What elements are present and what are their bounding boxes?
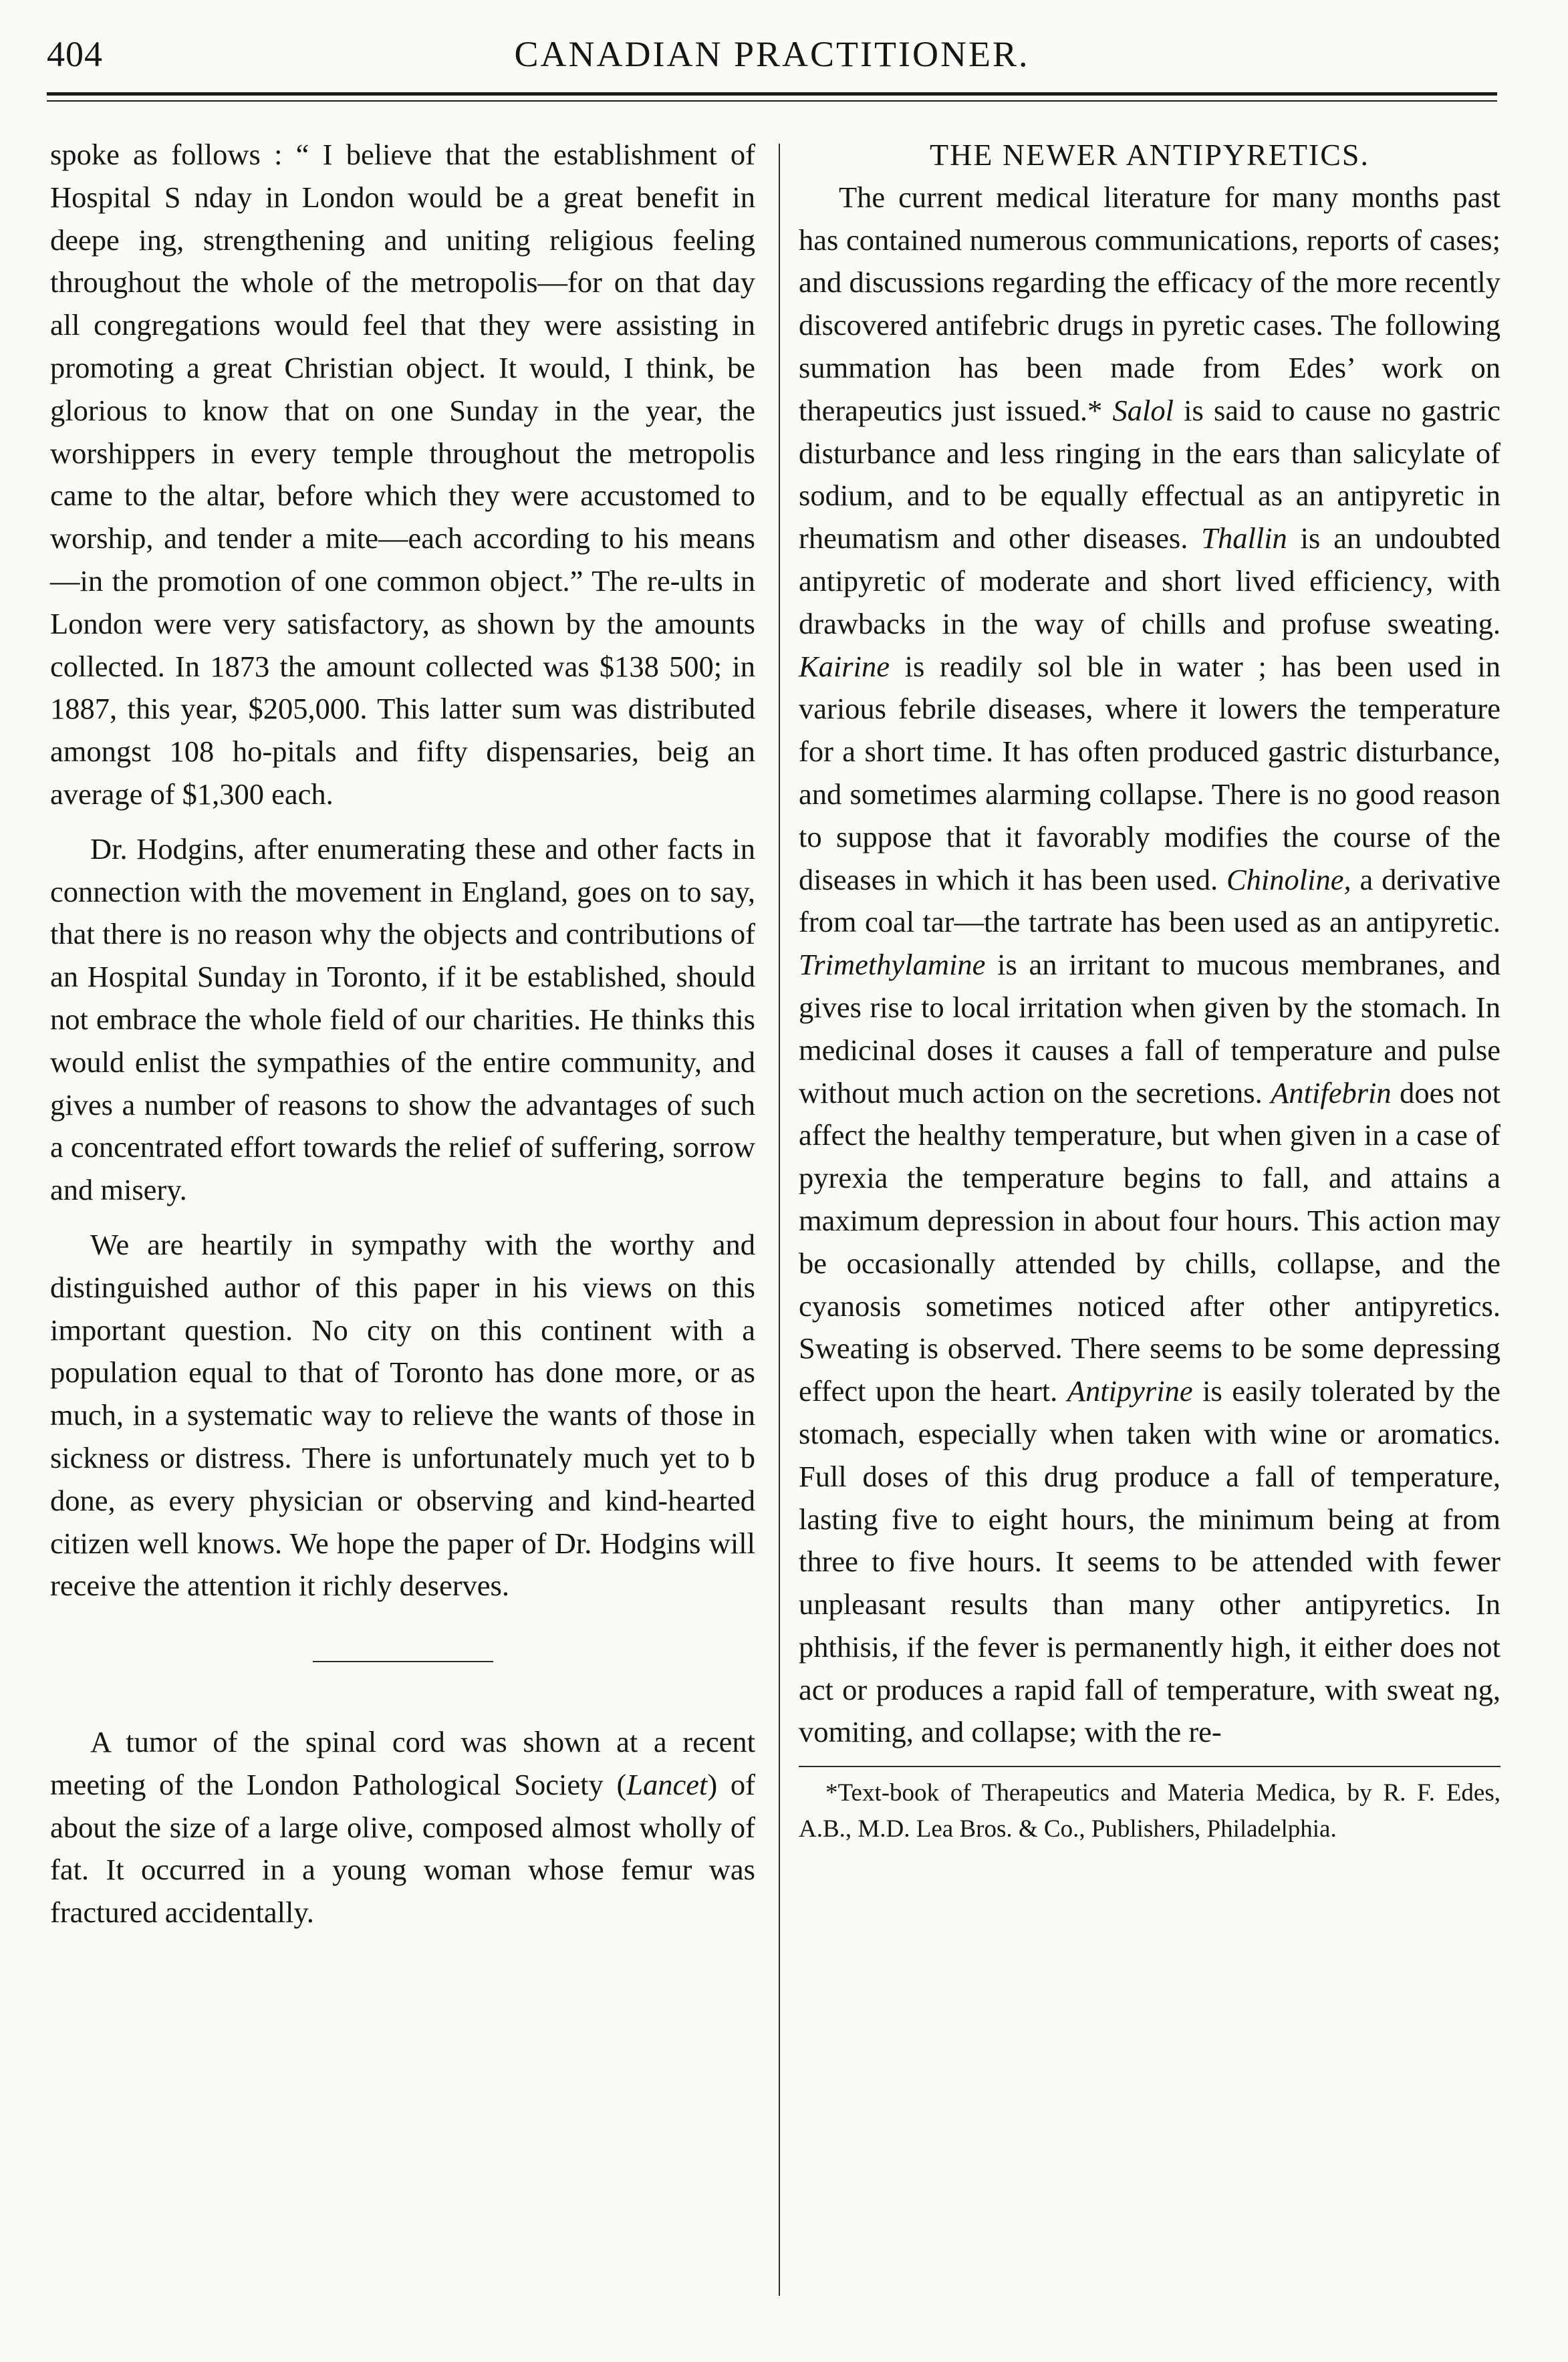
drug-name-salol: Salol xyxy=(1112,393,1174,427)
right-column xyxy=(799,134,1500,1847)
footnote-rule xyxy=(799,1766,1500,1767)
header-rule xyxy=(47,92,1497,96)
left-paragraph-2: Dr. Hodgins, after enumerating these and other facts in connection with the movement in England, goes on to say, that there is no reason why the objects and contributions of an Hospital Sunday in Toronto, if it be established, should not embrace the whole field of our charities. He thinks this would enlist the sympathies of the entire community, and gives a number of reasons to show the advantages of such a concentrated effort towards the relief of suffering, sorrow and misery. xyxy=(50,831,755,1207)
drug-name-antipyrine: Antipyrine xyxy=(1067,1374,1193,1408)
journal-title: CANADIAN PRACTITIONER. xyxy=(514,34,1030,74)
text-segment: is an irritant to mucous membranes, and gives rise to local irritation when given by the stomach. In medicinal doses it causes a fall of temperature and pulse without much action on the secretions. xyxy=(799,948,1500,1109)
drug-name-antifebrin: Antifebrin xyxy=(1271,1075,1392,1109)
footnote: *Text-book of Therapeutics and Materia Medica, by R. F. Edes, A.B., M.D. Lea Bros. & Co., Publishers, Philadelphia. xyxy=(799,1779,1500,1843)
drug-name-trimethylamine: Trimethylamine xyxy=(799,948,986,982)
column-divider xyxy=(779,144,780,2296)
article-heading: THE NEWER ANTIPYRETICS. xyxy=(929,138,1369,172)
text-segment: a derivative from coal tar—the tartrate has been used as an antipyretic. xyxy=(799,862,1500,939)
drug-name-kairine: Kairine xyxy=(799,649,890,683)
header-rule-thin xyxy=(47,100,1497,102)
text-segment: is readily sol ble in water ; has been used in various febrile diseases, where it lowers the temperature for a short time. It has often produced gastric disturbance, and sometimes alarming collapse. There is no good reason to suppose that it favorably modifies the course of the diseases in which it has been used. xyxy=(799,649,1500,896)
text-segment: is an undoubted antipyretic of moderate and short lived efficiency, with drawbacks in the way of chills and profuse sweating. xyxy=(799,521,1500,640)
section-separator-rule xyxy=(313,1661,493,1662)
text-segment: does not affect the healthy temperature, but when given in a case of pyrexia the temperature begins to fall, and attains a maximum depression in about four hours. This action may be occasionally attended by chills, collapse, and the cyanosis sometimes noticed after other antipyretics. Sweating is observed. There seems to be some depressing effect upon the heart. xyxy=(799,1075,1501,1408)
lancet-citation: Lancet xyxy=(626,1767,708,1801)
drug-name-thallin: Thallin xyxy=(1201,521,1287,555)
drug-name-chinoline: Chinoline, xyxy=(1226,862,1351,896)
left-paragraph-3: We are heartily in sympathy with the worthy and distinguished author of this paper in his views on this important question. No city on this continent with a population equal to that of Toronto has done more, or as much, in a systematic way to relieve the wants of those in sickness or distress. There is unfortunately much yet to b done, as every physician or observing and kind-hearted citizen well knows. We hope the paper of Dr. Hodgins will receive the attention it richly deserves. xyxy=(50,1227,755,1603)
text-segment: The current medical literature for many months past has contained numerous communications, reports of cases; and discussions regarding the efficacy of the more recently discovered antifebric drugs in pyretic cases. The following summation has been made from Edes’ work on therapeutics just issued.* xyxy=(799,180,1500,427)
antipyretics-paragraph xyxy=(799,176,1500,1754)
tumor-text-end: ) of about the size of a large olive, composed almost wholly of fat. It occurred in a young woman whose femur was fractured accidentally. xyxy=(50,1767,755,1930)
text-segment: is easily tolerated by the stomach, especially when taken with wine or aromatics. Full doses of this drug produce a fall of temperature, lasting five to eight hours, the minimum being at from three to five hours. It seems to be attended with fewer unpleasant results than many other antipyretics. In phthisis, if the fever is permanently high, it either does not act or produces a rapid fall of temperature, with sweat ng, vomiting, and collapse; with the re- xyxy=(799,1374,1500,1749)
left-paragraph-4 xyxy=(50,1721,755,1934)
left-column xyxy=(50,134,755,1934)
left-paragraph-1: spoke as follows : “ I believe that the establishment of Hospital S nday in London would be a great benefit in deepe ing, strengthening and uniting religious feeling throughout the whole of the metropolis—for on that day all congregations would feel that they were assisting in promoting a great Christian object. It would, I think, be glorious to know that on one Sunday in the year, the worshippers in every temple throughout the metropolis came to the altar, before which they were accustomed to worship, and tender a mite—each according to his means—in the promotion of one common object.” The re-ults in London were very satisfactory, as shown by the amounts collected. In 1873 the amount collected was $138 500; in 1887, this year, $205,000. This latter sum was distributed amongst 108 ho-pitals and fifty dispensaries, beig an average of $1,300 each. xyxy=(50,138,755,811)
page-number: 404 xyxy=(47,34,103,74)
text-segment: is said to cause no gastric disturbance and less ringing in the ears than salicylate of sodium, and to be equally effectual as an antipyretic in rheumatism and other diseases. xyxy=(799,393,1500,555)
running-head xyxy=(47,33,1497,87)
tumor-text-start: A tumor of the spinal cord was shown at a recent meeting of the London Pathological Society ( xyxy=(50,1725,755,1801)
